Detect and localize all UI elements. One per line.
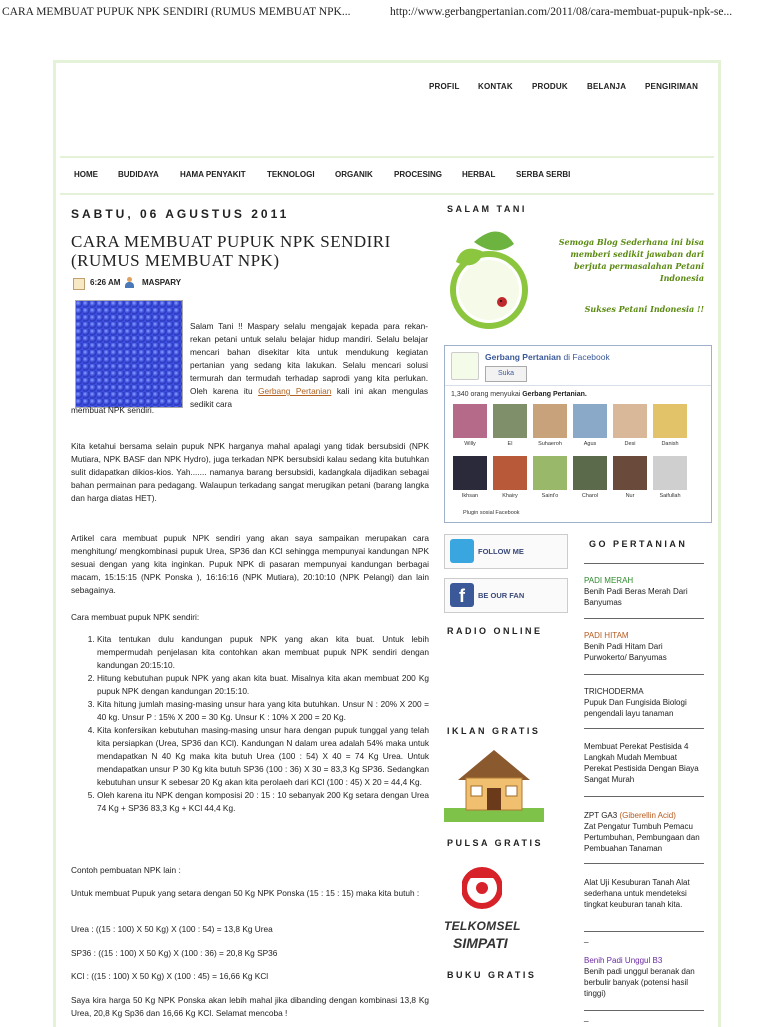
simpati-label: SIMPATI [453, 935, 508, 951]
divider [584, 618, 704, 619]
twitter-bird-icon [450, 539, 474, 563]
fan-name: Desi [624, 441, 636, 447]
salam-tani-heading: SALAM TANI [447, 204, 527, 214]
radio-online-heading: RADIO ONLINE [447, 626, 543, 636]
intro-after: kali ini akan mengulas sedikit cara [190, 386, 428, 409]
main-nav [60, 156, 714, 195]
fan-avatar[interactable] [453, 456, 487, 490]
telkomsel-label: TELKOMSEL [444, 919, 521, 933]
item-desc: Zat Pengatur Tumbuh Pemacu Pertumbuhan, Pembungaan dan Pembuahan Tanaman [584, 822, 700, 853]
item-desc: Benih Padi Hitam Dari Purwokerto/ Banyumas [584, 642, 667, 662]
fan-avatar[interactable] [573, 456, 607, 490]
list-item[interactable] [584, 575, 704, 608]
fan-avatar[interactable] [613, 404, 647, 438]
item-desc: Benih Padi Beras Merah Dari Banyumas [584, 587, 688, 607]
fan-name: Willy [464, 441, 476, 447]
divider [584, 863, 704, 864]
nav-procesing[interactable]: PROCESING [394, 170, 443, 179]
fan-name: Agus [583, 441, 597, 447]
intro-body: Salam Tani !! Maspary selalu mengajak kepada para rekan-rekan petani untuk selalu belajar hidup mandiri. Selalu belajar mencari bahan disekitar kita untuk mendukung kegiatan pertanian yang sedang kita lakukan. Selalu mencari solusi termurah dan termudah terhadap saprodi yang kita perlukan. Oleh karena itu [190, 321, 428, 396]
browser-header [0, 0, 768, 28]
divider [584, 674, 704, 675]
item-title[interactable]: PADI HITAM [584, 631, 629, 640]
step-item: 5. Oleh karena itu NPK dengan komposisi 20 : 15 : 10 sebanyak 200 Kg setara dengan Urea 74 Kg + SP36 83,3 Kg + KCl 44,4 Kg. [97, 789, 429, 815]
divider [584, 728, 704, 729]
nav-herbal[interactable]: HERBAL [462, 170, 496, 179]
step-item: 3. Kita hitung jumlah masing-masing unsur hara yang kita butuhkan. Unsur N : 20% X 200 = 40 kg. Unsur P : 15% X 200 = 30 Kg. Unsur K : 10% X 200 = 20 Kg. [97, 698, 429, 724]
step-item: 2. Hitung kebutuhan pupuk NPK yang akan kita buat. Misalnya kita akan membuat 200 Kg pupuk NPK dengan kandungan 20:15:10. [97, 672, 429, 698]
item-desc: Benih padi unggul beranak dan berbulir banyak (potensi hasil tinggi) [584, 967, 695, 998]
list-item[interactable] [584, 877, 704, 910]
page-logo-icon [451, 352, 479, 380]
fb-plugin-label[interactable]: Plugin sosial Facebook [463, 510, 520, 516]
follow-me-label: FOLLOW ME [478, 547, 524, 556]
paragraph-1: Kita ketahui bersama selain pupuk NPK harganya mahal apalagi yang tidak bersubsidi (NPK Mutiara, NPK BASF dan NPK Hydro), juga terkadan NPK bersubsidi kalau sedang kita butuhkan sulit didapatkan dikios-kios. Yah....... namanya barang bersubsidi, kadangkala dijadikan sebagai bahan permainan para pedagang. Walaupun terkadang sangat merugikan petani (barang langka dan harga diatas HET). [71, 441, 429, 503]
fb-like-count: 1,340 orang menyukai Gerbang Pertanian. [451, 391, 587, 398]
post-date: SABTU, 06 AGUSTUS 2011 [71, 207, 290, 221]
fan-name: El [507, 441, 513, 447]
fan-name: Khairy [502, 493, 518, 499]
paragraph-6: Saya kira harga 50 Kg NPK Ponska akan lebih mahal jika dibanding dengan kombinasi 13,8 Kg Urea, 20,8 Kg Sp36 dan 16,66 Kg KCl. Selamat mencoba ! [71, 995, 429, 1018]
buku-gratis-heading: BUKU GRATIS [447, 970, 537, 980]
formula-sp36: SP36 : ((15 : 100) X 50 Kg) X (100 : 36) = 20,8 Kg SP36 [71, 948, 278, 958]
dash: _ [584, 1013, 589, 1022]
be-our-fan-button[interactable] [444, 578, 568, 613]
fan-name: Suhaeroh [538, 441, 562, 447]
fan-avatar[interactable] [613, 456, 647, 490]
banner-message: Semoga Blog Sederhana ini bisa memberi sedikit jawaban dari berjuta permasalahan Petani Indonesia [558, 237, 704, 283]
intro-last: membuat NPK sendiri. [71, 405, 155, 415]
fan-name: Saint'o [541, 493, 559, 499]
fb-like-button[interactable]: Suka [485, 366, 527, 382]
formula-urea: Urea : ((15 : 100) X 50 Kg) X (100 : 54) = 13,8 Kg Urea [71, 924, 273, 934]
item-title[interactable]: Benih Padi Unggul B3 [584, 956, 663, 965]
post-title[interactable]: CARA MEMBUAT PUPUK NPK SENDIRI (RUMUS MEMBUAT NPK) [71, 232, 391, 270]
paragraph-5: Untuk membuat Pupuk yang setara dengan 50 Kg NPK Ponska (15 : 15 : 15) maka kita butuh : [71, 888, 420, 898]
divider [584, 1010, 704, 1011]
fan-avatar[interactable] [533, 404, 567, 438]
fan-avatar[interactable] [493, 404, 527, 438]
post-time[interactable]: 6:26 AM [90, 278, 121, 287]
nav-budidaya[interactable]: BUDIDAYA [118, 170, 159, 179]
page-title-bar: CARA MEMBUAT PUPUK NPK SENDIRI (RUMUS MEMBUAT NPK... [2, 6, 351, 18]
nav-belanja[interactable]: BELANJA [587, 82, 627, 91]
nav-home[interactable]: HOME [74, 170, 98, 179]
fan-name: Nur [625, 493, 635, 499]
fan-name: Ikhsan [461, 493, 479, 499]
list-item[interactable] [584, 741, 704, 785]
fan-avatar[interactable] [573, 404, 607, 438]
item-title[interactable]: TRICHODERMA [584, 687, 644, 696]
calendar-icon [73, 278, 85, 290]
go-pertanian-heading: GO PERTANIAN [589, 539, 688, 549]
banner-slogan: Sukses Petani Indonesia !! [584, 304, 704, 314]
nav-kontak[interactable]: KONTAK [478, 82, 513, 91]
nav-profil[interactable]: PROFIL [429, 82, 460, 91]
paragraph-3: Cara membuat pupuk NPK sendiri: [71, 612, 200, 622]
list-item[interactable] [584, 630, 704, 663]
post-author[interactable]: MASPARY [142, 278, 182, 287]
item-title[interactable]: PADI MERAH [584, 576, 634, 585]
nav-serba-serbi[interactable]: SERBA SERBI [516, 170, 571, 179]
item-desc: Pupuk Dan Fungisida Biologi pengendali layu tanaman [584, 698, 687, 718]
nav-hama-penyakit[interactable]: HAMA PENYAKIT [180, 170, 246, 179]
list-item[interactable] [584, 810, 704, 854]
npk-granules-image [75, 300, 183, 408]
be-our-fan-label: BE OUR FAN [478, 591, 525, 600]
fan-name: Saifullah [659, 493, 681, 499]
facebook-like-box [444, 345, 712, 523]
item-desc: Alat Uji Kesuburan Tanah Alat sederhana untuk mendeteksi tingkat keuburan tanah kita. [584, 878, 690, 909]
url-bar[interactable]: http://www.gerbangpertanian.com/2011/08/cara-membuat-pupuk-npk-se... [390, 6, 733, 18]
divider [584, 796, 704, 797]
item-desc: Membuat Perekat Pestisida 4 Langkah Mudah Membuat Perekat Pestisida Dengan Biaya Sangat Murah [584, 742, 699, 784]
house-icon [444, 744, 544, 822]
step-item: 4. Kita konfersikan kebutuhan masing-masing unsur hara dengan pupuk tunggal yang telah kita persiapkan (Urea, SP36 dan KCl). Kandungan N dalam urea adalah 54% maka untuk mendapatkan N 40 Kg maka kita butuh Urea (100 : 54) X 40 = 74 Kg Urea. Untuk mendapatkan unsur P 30 Kg kita butuh SP36 (100 : 36) X 30 = 83,3 Kg SP36. Sedangkan kebutuhan unsur K sebesar 20 Kg akan kita perolaeh dari KCl (100 : 45) X 20 = 44,4 Kg. [97, 724, 429, 789]
telkomsel-logo-icon [462, 862, 502, 914]
steps-list [71, 633, 429, 815]
paragraph-4: Contoh pembuatan NPK lain : [71, 865, 181, 875]
step-item: 1. Kita tentukan dulu kandungan pupuk NPK yang akan kita buat. Untuk lebih mempermudah penjelasan kita contohkan akan membuat pupuk NPK sendiri dengan kandungan 20:15:10. [97, 633, 429, 672]
item-title-extra: (Giberellin Acid) [619, 811, 676, 820]
nav-produk[interactable]: PRODUK [532, 82, 568, 91]
leaf-logo-icon [444, 222, 544, 340]
list-item[interactable] [584, 955, 704, 999]
divider [584, 931, 704, 932]
dash: _ [584, 934, 589, 943]
follow-me-button[interactable] [444, 534, 568, 569]
gerbang-pertanian-link[interactable]: Gerbang Pertanian [258, 386, 332, 396]
divider [584, 563, 704, 564]
iklan-gratis-heading: IKLAN GRATIS [447, 726, 541, 736]
nav-pengiriman[interactable]: PENGIRIMAN [645, 82, 699, 91]
facebook-icon: f [450, 583, 474, 607]
pulsa-gratis-heading: PULSA GRATIS [447, 838, 544, 848]
divider [445, 385, 711, 386]
fan-avatar[interactable] [453, 404, 487, 438]
fb-page-name[interactable]: Gerbang Pertanian di Facebook [485, 352, 610, 362]
paragraph-2: Artikel cara membuat pupuk NPK sendiri yang akan saya sampaikan merupakan cara menghitung/ mengkombinasi pupuk Urea, SP36 dan KCl sehingga mempunyai kandungan NPK sesuai dengan yang kita inginkan. Pupuk NPK di pasaran mempunyai kandungan berbagai macam, 15:15:15 (NPK Ponska ), 16:16:16 (NPK Mutiara), 20:10:10 (NPK Pelangi) dan lain sebagainya. [71, 533, 429, 595]
fan-avatar[interactable] [493, 456, 527, 490]
fan-avatar[interactable] [653, 404, 687, 438]
salam-tani-banner [444, 222, 712, 342]
telkomsel-simpati-logo [444, 862, 544, 954]
list-item[interactable] [584, 686, 704, 719]
intro-text [190, 320, 428, 411]
fan-avatar[interactable] [533, 456, 567, 490]
fan-avatar[interactable] [653, 456, 687, 490]
user-icon [124, 277, 134, 288]
nav-teknologi[interactable]: TEKNOLOGI [267, 170, 315, 179]
fan-name: Charol [581, 493, 599, 499]
formula-kcl: KCl : ((15 : 100) X 50 Kg) X (100 : 45) = 16,66 Kg KCl [71, 971, 269, 981]
fan-name: Danish [661, 441, 679, 447]
nav-organik[interactable]: ORGANIK [335, 170, 373, 179]
item-title[interactable]: ZPT GA3 [584, 811, 618, 820]
